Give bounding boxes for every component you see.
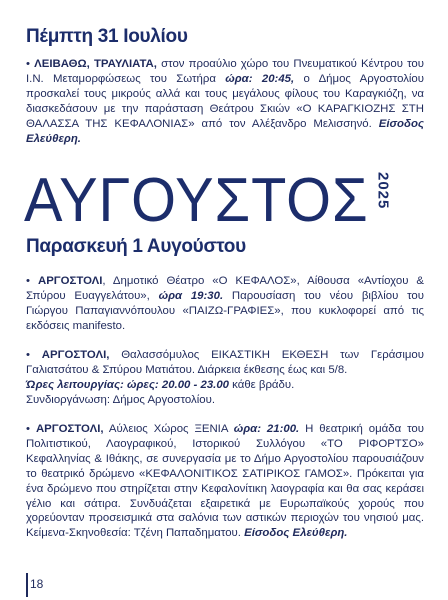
event-text: Αύλειος Χώρος ΞΕΝΙΑ: [103, 423, 234, 435]
month-banner: [24, 166, 391, 236]
free-entry: Είσοδος Ελεύθερη.: [26, 117, 424, 145]
bullet: •: [26, 349, 30, 361]
event-organizer: Συνδιοργάνωση: Δήμος Αργοστολίου.: [26, 393, 216, 406]
event-text: Θαλασσόμυλος ΕΙΚΑΣΤΙΚΗ ΕΚΘΕΣΗ των Γεράσιμου Γαλιατσάτου & Σπύρου Ματιάτου. Διάρκεια έκθεσης έως και 5/8.: [26, 349, 424, 376]
event-text: στον προαύλιο χώρο του Πνευματικού Κέντρου του Ι.Ν. Μεταμορφώσεως του Σωτήρα: [26, 58, 424, 85]
event-text: κάθε βράδυ.: [229, 378, 295, 391]
event-location: ΛΕΙΒΑΘΩ, ΤΡΑΥΛΙΑΤΑ,: [34, 58, 157, 70]
event-location: ΑΡΓΟΣΤΟΛΙ: [37, 275, 103, 287]
event-text: ο Δήμος Αργοστολίου προσκαλεί τους μικρούς αλλά και τους μεγάλους φίλους του Καραγκιόζη, να διασκεδάσουν με την παράσταση Θεάτρου Σκιών «Ο ΚΑΡΑΓΚΙΟΖΗΣ ΣΤΗ ΘΑΛΑΣΣΑ ΤΗΣ ΚΕΦΑΛΟΝΙΑΣ» από τον Αλέξανδρο Μελισσηνό.: [26, 72, 424, 130]
event-text: , Δημοτικό Θέατρο «Ο ΚΕΦΑΛΟΣ», Αίθουσα «Αντίοχου & Σπύρου Ευαγγελάτου»,: [26, 275, 424, 302]
event-leivatho-karagiozis: [26, 57, 424, 146]
page-number-bar: [26, 573, 28, 597]
bullet: •: [26, 58, 30, 70]
event-argostoli-book: [26, 274, 424, 334]
event-argostoli-satirical-wedding: [26, 422, 424, 541]
event-location: ΑΡΓΟΣΤΟΛΙ,: [41, 349, 110, 361]
month-year: 2025: [374, 172, 392, 210]
event-time: ώρα 19:30.: [158, 289, 224, 302]
event-time: ώρα: 21:00.: [233, 423, 300, 435]
event-text: Παρουσίαση του νέου βιβλίου του Γιώργου Παπαγιαννόπουλου «ΠΑΙΖΩ-ΓΡΑΦΙΕΣ», που κυκλοφορεί από τις εκδόσεις manifesto.: [26, 289, 424, 332]
event-time: ώρα: 20:45,: [225, 72, 295, 85]
event-argostoli-exhibition: [26, 348, 424, 408]
day-heading-friday: Παρασκευή 1 Αυγούστου: [26, 236, 246, 257]
bullet: •: [26, 275, 30, 287]
free-entry: Είσοδος Ελεύθερη.: [244, 527, 348, 540]
event-location: ΑΡΓΟΣΤΟΛΙ,: [35, 423, 104, 435]
month-name: ΑΥΓΟΥΣΤΟΣ: [24, 166, 369, 235]
page-number: 18: [30, 577, 44, 591]
event-text: Η θεατρική ομάδα του Πολιτιστικού, Λαογραφικού, Ιστορικού Συλλόγου «ΤΟ ΡΙΦΟΡΤΣΟ» Κεφαλληνίας & Ιθάκης, σε συνεργασία με το Δήμο Αργοστολίου παρουσιάζουν το θεατρικό δρώμενο «ΚΕΦΑΛΟΝΙΤΙΚΟΣ ΣΑΤΙΡΙΚΟΣ ΓΑΜΟΣ». Πρόκειται για ένα δρώμενο που στηρίζεται στην Κεφαλονίτικη λαογραφία και θα σας κεράσει γέλιο και σάτιρα. Συνδυάζεται εξαιρετικά με Ευρωπαϊκούς χορούς που χορεύονταν προσεισμικά στα σαλόνια των αστικών περιοχών του νησιού μας. Κείμενα-Σκηνοθεσία: Τζένη Παπαδηματου.: [26, 423, 424, 540]
day-heading-thursday: Πέμπτη 31 Ιουλίου: [26, 26, 188, 47]
event-hours: Ώρες λειτουργίας: ώρες: 20.00 - 23.00: [26, 378, 230, 391]
bullet: •: [26, 423, 30, 435]
